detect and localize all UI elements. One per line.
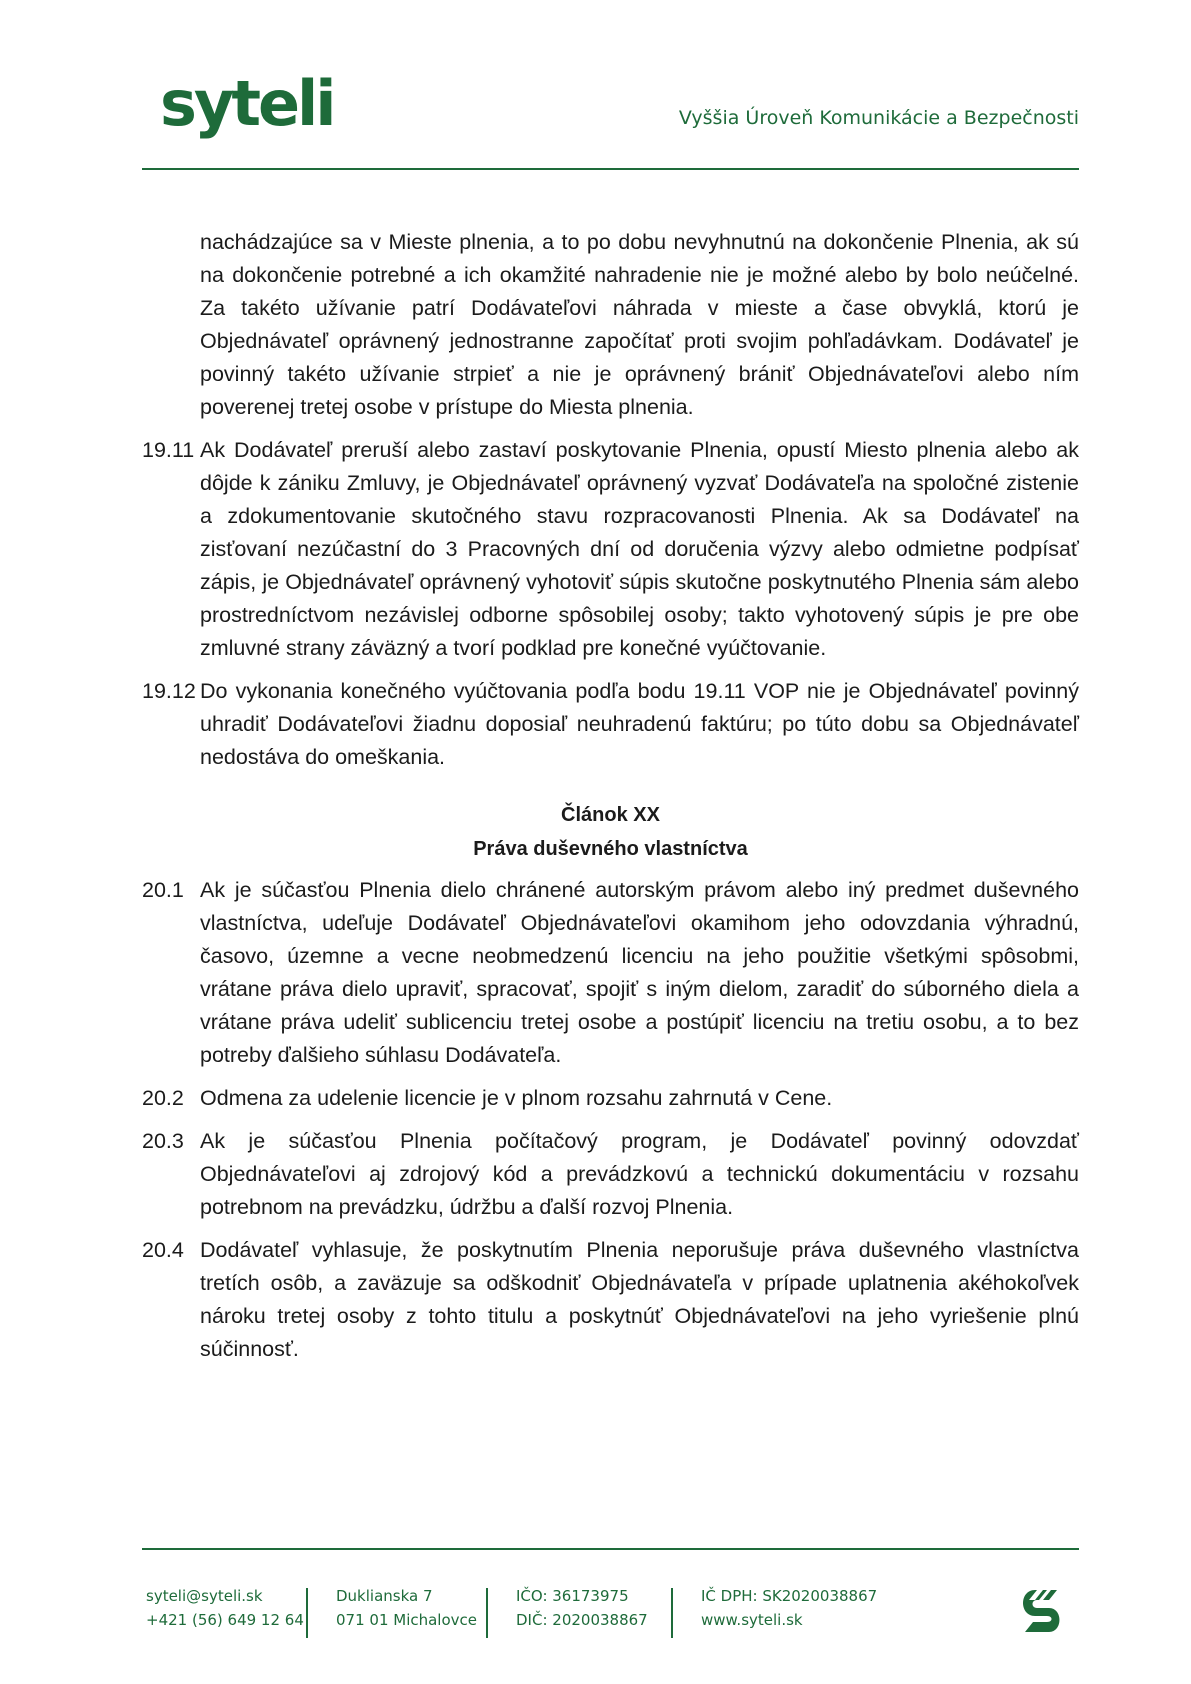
paragraph-19-12 — [142, 675, 1079, 774]
footer-phone: +421 (56) 649 12 64 — [146, 1611, 304, 1629]
article-subtitle: Práva duševného vlastníctva — [473, 838, 748, 860]
paragraph-20-3 — [142, 1125, 1079, 1224]
paragraph-number: 19.12 — [142, 679, 196, 703]
footer-contact — [146, 1584, 304, 1632]
footer-email[interactable]: syteli@syteli.sk — [146, 1587, 263, 1605]
footer-street: Duklianska 7 — [336, 1587, 433, 1605]
paragraph-number: 20.3 — [142, 1129, 184, 1153]
paragraph-19-11 — [142, 434, 1079, 665]
footer-divider — [142, 1548, 1079, 1550]
paragraph-text: nachádzajúce sa v Mieste plnenia, a to po dobu nevyhnutnú na dokončenie Plnenia, ak sú na dokončenie potrebné a ich okamžité nahradenie nie je možné alebo by bolo neúčelné. Za takéto užívanie patrí Dodávateľovi náhrada v mieste a čase obvyklá, ktorú je Objednávateľ oprávnený jednostranne započítať proti svojim pohľadávkam. Dodávateľ je povinný takéto užívanie strpieť a nie je oprávnený brániť Objednávateľovi alebo ním poverenej tretej osobe v prístupe do Miesta plnenia. — [200, 230, 1079, 419]
footer-ids — [516, 1584, 648, 1632]
footer — [146, 1584, 1079, 1644]
footer-vat-web — [701, 1584, 877, 1632]
paragraph-text: Do vykonania konečného vyúčtovania podľa bodu 19.11 VOP nie je Objednávateľ povinný uhradiť Dodávateľovi žiadnu doposiaľ neuhradenú faktúru; po túto dobu sa Objednávateľ nedostáva do omeškania. — [200, 679, 1079, 769]
footer-ico: IČO: 36173975 — [516, 1587, 629, 1605]
paragraph-text: Ak je súčasťou Plnenia počítačový program, je Dodávateľ povinný odovzdať Objednávateľovi aj zdrojový kód a prevádzkovú a technickú dokumentáciu v rozsahu potrebnom na prevádzku, údržbu a ďalší rozvoj Plnenia. — [200, 1129, 1079, 1219]
paragraph-number: 20.1 — [142, 878, 184, 902]
paragraph-20-2 — [142, 1082, 1079, 1115]
paragraph-number: 19.11 — [142, 438, 195, 462]
document-body — [142, 226, 1079, 1376]
footer-separator — [671, 1588, 673, 1638]
syteli-s-icon — [1019, 1586, 1065, 1636]
paragraph-20-1 — [142, 874, 1079, 1072]
paragraph-number: 20.2 — [142, 1086, 184, 1110]
footer-icdph: IČ DPH: SK2020038867 — [701, 1587, 878, 1605]
paragraph-20-4 — [142, 1234, 1079, 1366]
footer-separator — [486, 1588, 488, 1638]
paragraph-text: Ak Dodávateľ preruší alebo zastaví poskytovanie Plnenia, opustí Miesto plnenia alebo ak dôjde k zániku Zmluvy, je Objednávateľ oprávnený vyzvať Dodávateľa na spoločné zistenie a zdokumentovanie skutočného stavu rozpracovanosti Plnenia. Ak sa Dodávateľ na zisťovaní nezúčastní do 3 Pracovných dní od doručenia výzvy alebo odmietne podpísať zápis, je Objednávateľ oprávnený vyhotoviť súpis skutočne poskytnutého Plnenia sám alebo prostredníctvom nezávislej odborne spôsobilej osoby; takto vyhotovený súpis je pre obe zmluvné strany záväzný a tvorí podklad pre konečné vyúčtovanie. — [200, 438, 1079, 660]
article-title: Článok XX — [561, 804, 660, 826]
paragraph-19-10-continuation — [142, 226, 1079, 424]
footer-address — [336, 1584, 477, 1632]
paragraph-text: Ak je súčasťou Plnenia dielo chránené autorským právom alebo iný predmet duševného vlastníctva, udeľuje Dodávateľ Objednávateľovi okamihom jeho odovzdania výhradnú, časovo, územne a vecne neobmedzenú licenciu na jeho použitie všetkými spôsobmi, vrátane práva dielo upraviť, spracovať, spojiť s iným dielom, zaradiť do súborného diela a vrátane práva udeliť sublicenciu tretej osobe a postúpiť licenciu na tretiu osobu, a to bez potreby ďalšieho súhlasu Dodávateľa. — [200, 878, 1079, 1067]
footer-dic: DIČ: 2020038867 — [516, 1611, 648, 1629]
logo-wordmark: syteli — [160, 70, 334, 140]
paragraph-text: Dodávateľ vyhlasuje, že poskytnutím Plnenia neporušuje práva duševného vlastníctva tretích osôb, a zaväzuje sa odškodniť Objednávateľa v prípade uplatnenia akéhokoľvek nároku tretej osoby z tohto titulu a poskytnúť Objednávateľovi na jeho vyriešenie plnú súčinnosť. — [200, 1238, 1079, 1361]
header-divider — [142, 168, 1079, 170]
paragraph-text: Odmena za udelenie licencie je v plnom rozsahu zahrnutá v Cene. — [200, 1086, 833, 1110]
footer-city: 071 01 Michalovce — [336, 1611, 478, 1629]
footer-separator — [306, 1588, 308, 1638]
syteli-logo — [160, 70, 350, 150]
header-tagline: Vyššia Úroveň Komunikácie a Bezpečnosti — [678, 107, 1079, 129]
footer-web[interactable]: www.syteli.sk — [701, 1611, 803, 1629]
paragraph-number: 20.4 — [142, 1238, 184, 1262]
syteli-logo-graphic — [160, 70, 350, 150]
